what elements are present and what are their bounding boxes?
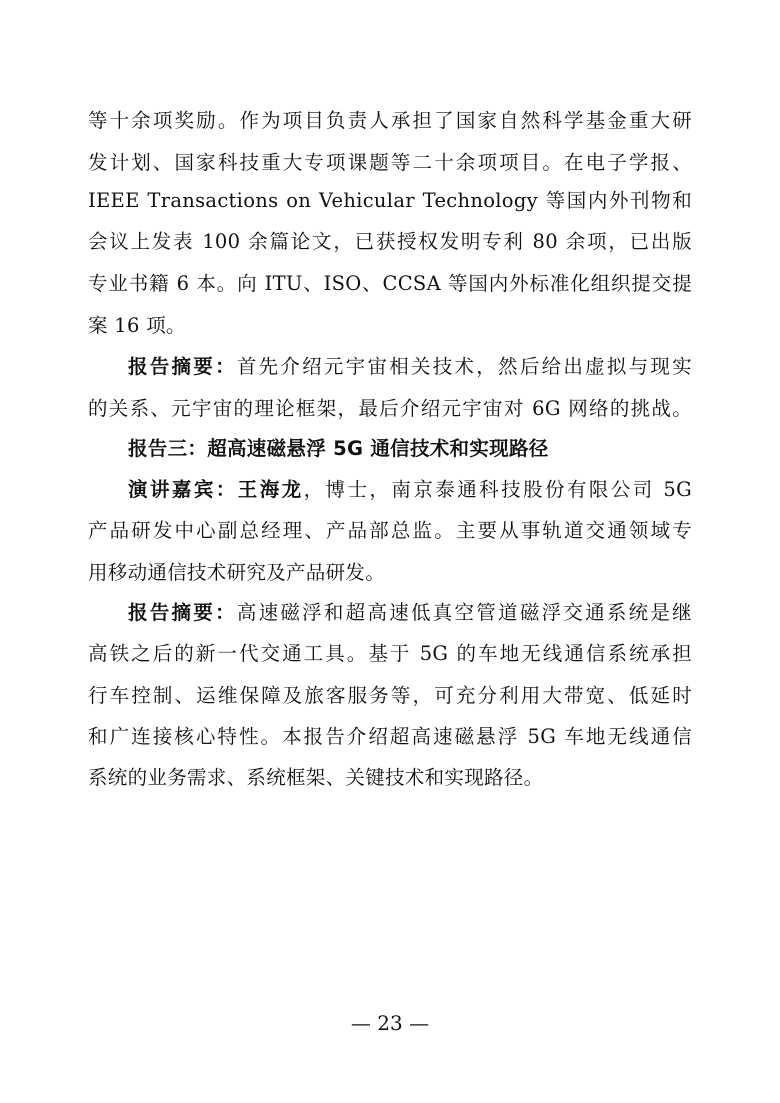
abstract2-label: 报告摘要： [128, 355, 237, 378]
page-number: — 23 — [350, 1011, 430, 1035]
speaker3-line-2: 产品研发中心副总经理、产品部总监。主要从事轨道交通领域专 [88, 519, 692, 542]
abstract3-line-4: 和广连接核心特性。本报告介绍超高速磁悬浮 5G 车地无线通信 [88, 725, 692, 748]
speaker3-line-3: 用移动通信技术研究及产品研发。 [88, 561, 386, 584]
speaker3-text-1: ，博士，南京泰通科技股份有限公司 5G [303, 478, 692, 501]
abstract3-line-3: 行车控制、运维保障及旅客服务等，可充分利用大带宽、低延时 [88, 684, 692, 707]
paragraph1-line-2: 发计划、国家科技重大专项课题等二十余项项目。在电子学报、 [88, 151, 692, 174]
speaker3-label: 演讲嘉宾： [128, 478, 238, 501]
abstract2-text-1: 首先介绍元宇宙相关技术，然后给出虚拟与现实 [236, 355, 692, 378]
abstract2-line-1 [128, 347, 692, 387]
speaker3-name: 王海龙 [237, 478, 304, 501]
report3-title: 报告三：超高速磁悬浮 5G 通信技术和实现路径 [128, 437, 549, 460]
speaker3-line-1 [128, 470, 692, 510]
abstract3-line-5: 系统的业务需求、系统框架、关键技术和实现路径。 [88, 766, 544, 789]
abstract2-line-2: 的关系、元宇宙的理论框架，最后介绍元宇宙对 6G 网络的挑战。 [88, 397, 692, 420]
paragraph1-line-1: 等十余项奖励。作为项目负责人承担了国家自然科学基金重大研 [88, 109, 692, 132]
abstract3-line-2: 高铁之后的新一代交通工具。基于 5G 的车地无线通信系统承担 [88, 642, 692, 665]
paragraph1-line-3: IEEE Transactions on Vehicular Technology 等国内外刊物和 [88, 189, 692, 212]
abstract3-label: 报告摘要： [128, 601, 237, 624]
paragraph1-line-5: 专业书籍 6 本。向 ITU、ISO、CCSA 等国内外标准化组织提交提 [88, 272, 692, 295]
paragraph1-line-6: 案 16 项。 [88, 314, 186, 337]
abstract3-text-1: 高速磁浮和超高速低真空管道磁浮交通系统是继 [236, 601, 692, 624]
paragraph1-line-4: 会议上发表 100 余篇论文，已获授权发明专利 80 余项，已出版 [88, 230, 692, 253]
abstract3-line-1 [128, 593, 692, 633]
